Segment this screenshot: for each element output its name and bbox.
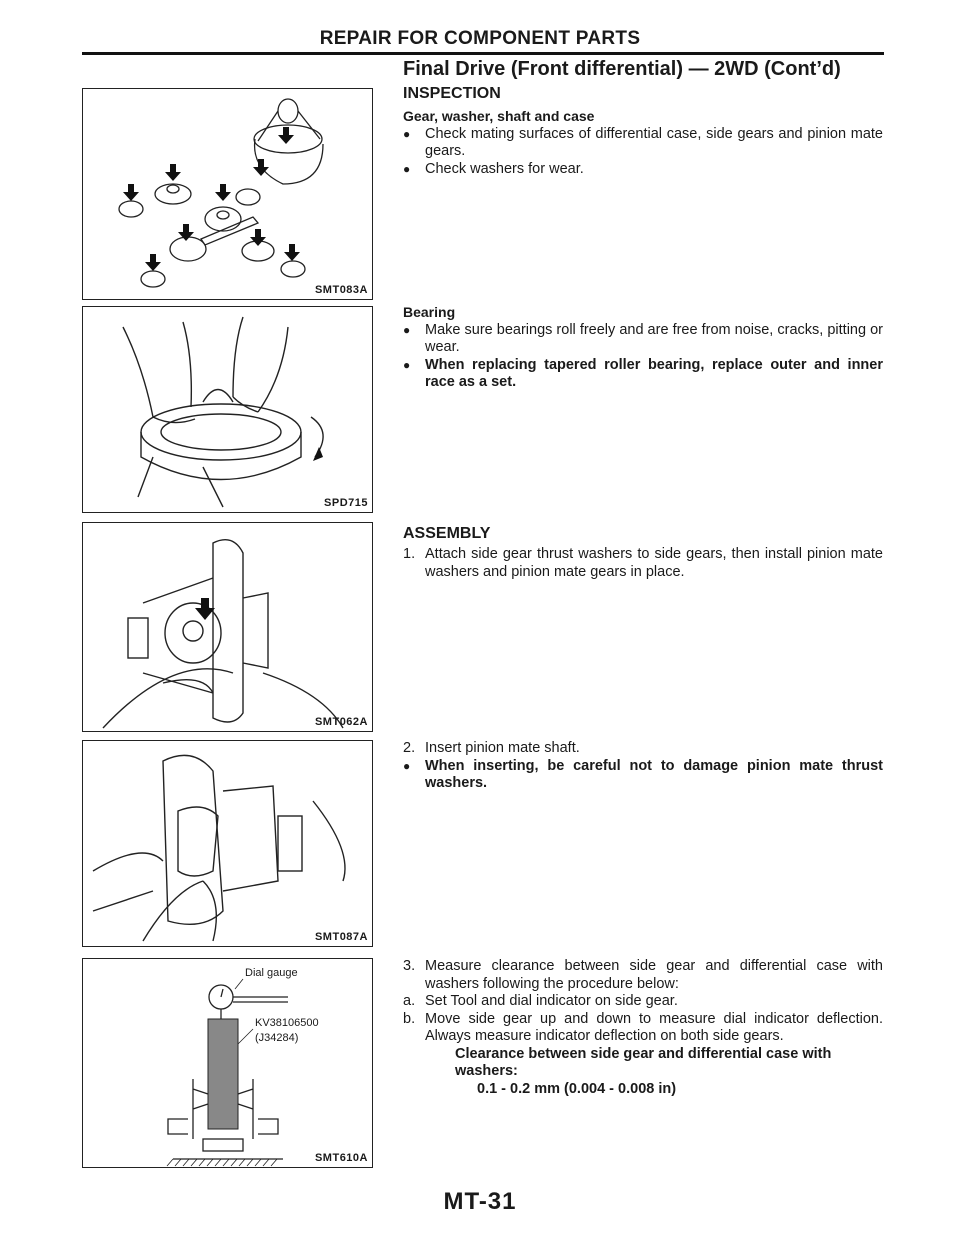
figure-code: SPD715 (324, 497, 368, 509)
spec-value: 0.1 - 0.2 mm (0.004 - 0.008 in) (477, 1080, 677, 1097)
gears-in-case-drawing (83, 523, 374, 733)
bearing-heading: Bearing (403, 304, 456, 320)
list-item: ● Make sure bearings roll freely and are free from noise, cracks, pitting or wear. (403, 321, 883, 355)
spec-label: Clearance between side gear and differential case with washers: (455, 1045, 832, 1079)
figure-bearing-check (82, 306, 373, 513)
dial-gauge-label: Dial gauge (245, 967, 298, 979)
tool-number-label: KV38106500 (255, 1017, 319, 1029)
tool-alt-number-label: (J34284) (255, 1032, 299, 1044)
list-item: ● Check mating surfaces of differential case, side gears and pinion mate gears. (403, 125, 883, 159)
assembly-step-2: 2. Insert pinion mate shaft. ● When inserting, be careful not to damage pinion mate thrust washers. (403, 740, 883, 791)
assembly-heading: ASSEMBLY (403, 525, 491, 542)
step-letter: a. (403, 993, 416, 1009)
list-item: ● When inserting, be careful not to damage pinion mate thrust washers. (403, 757, 883, 791)
bullet-icon: ● (403, 322, 411, 337)
step-number: 1. (403, 546, 416, 562)
gear-heading: Gear, washer, shaft and case (403, 108, 595, 124)
inspection-bearing-block (403, 304, 883, 392)
figure-exploded-differential (82, 88, 373, 300)
step-letter: b. (403, 1010, 416, 1027)
figure-code: SMT083A (314, 284, 368, 296)
dial-gauge-drawing (83, 959, 374, 1169)
figure-assembly-gears (82, 522, 373, 732)
insert-shaft-drawing (83, 741, 374, 948)
figure-code: SMT087A (314, 931, 368, 943)
bullet-icon: ● (403, 126, 411, 141)
list-item: ● Check washers for wear. (403, 160, 584, 177)
figure-dial-gauge (82, 958, 373, 1168)
page-header: REPAIR FOR COMPONENT PARTS (319, 28, 641, 49)
exploded-differential-drawing (83, 89, 374, 301)
bearing-drawing (83, 307, 374, 514)
list-item: ● When replacing tapered roller bearing, replace outer and inner race as a set. (403, 356, 883, 390)
page-number: MT-31 (443, 1188, 517, 1215)
assembly-step-3: 3. Measure clearance between side gear and differential case with washers following the procedure below: a. Set Tool and dial indicator on side gear. b. Move side gear up and down to measure dial indicator deflection. Always measure indicator deflection on both side gears. Clearance between side gear and differential case with washers: 0.1 - 0.2 mm (0.004 - 0.008 in) (403, 958, 883, 1097)
assembly-step-1: 1. Attach side gear thrust washers to side gears, then install pinion mate washers and pinion mate gears in place. (403, 546, 883, 580)
bullet-icon: ● (403, 357, 411, 372)
step-number: 3. (403, 958, 416, 974)
step-number: 2. (403, 740, 416, 756)
figure-code: SMT062A (314, 716, 368, 728)
bullet-icon: ● (403, 758, 411, 773)
section-title: Final Drive (Front differential) — 2WD (Cont’d) (403, 58, 841, 80)
header-rule (82, 52, 884, 55)
inspection-heading: INSPECTION (403, 85, 501, 102)
inspection-gear-block (403, 108, 883, 178)
figure-insert-shaft (82, 740, 373, 947)
figure-code: SMT610A (314, 1152, 368, 1164)
bullet-icon: ● (403, 161, 411, 176)
